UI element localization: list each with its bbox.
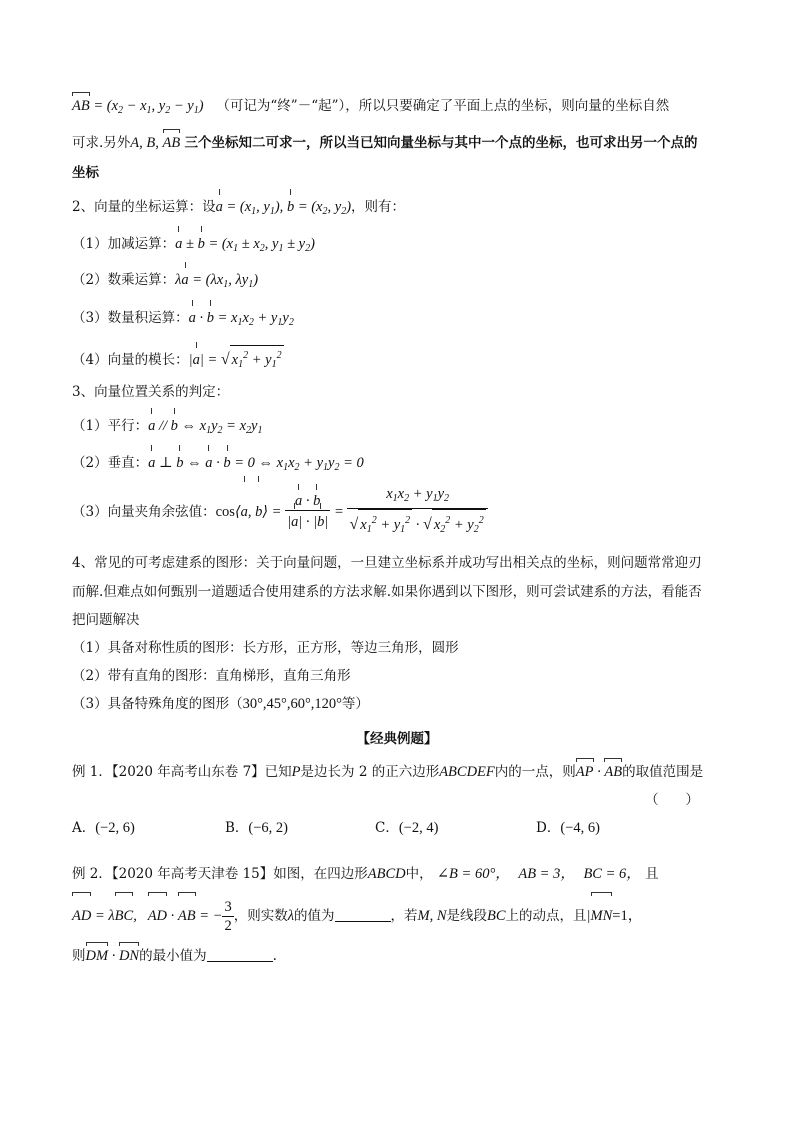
vector-coordinate-line: AB = ($x_2 - x_1$, $y_2 - y_1$) （可记为“终”－“起”），所以只要确定了平面上点的坐标，则向量的坐标自然 <box>72 98 670 116</box>
intro-line-2: 可求.另外A, B, AB 三个坐标知二可求一，所以当已知向量坐标与其中一个点的坐标，也可求出另一个点的 <box>72 135 698 151</box>
section4-line-2: 而解.但难点如何甄别一道题适合使用建系的方法求解.如果你遇到以下图形，则可尝试建系的方法，看能否 <box>72 584 702 600</box>
cosine-rule: （3）向量夹角余弦值：cos⟨a, b⟩ = $\frac{a \cdot b}{|a| \cdot |b|}$ = $\frac{x_1x_2 + y_1y_2}{√ x_1^2 + y_1^2 \cdot √ x_2^2 + y_2^2}$ <box>72 484 488 541</box>
perpendicular-rule: （2）垂直：a ⊥ b ⇔ a · b = 0 ⇔ $x_1x_2 + y_1y_2 = 0$ <box>72 455 364 473</box>
choice-b[interactable]: B．(−6, 2) <box>225 820 289 836</box>
parallel-rule: （1）平行：a // b ⇔ $x_1y_2 = x_2y_1$ <box>72 418 263 436</box>
magnitude-rule: （4）向量的模长：|a| = √ $x_1^2 + y_1^2$ <box>72 345 284 375</box>
section4-item-2: （2）带有直角的图形：直角梯形，直角三角形 <box>72 668 351 684</box>
scalar-multiply-rule: （2）数乘运算：$\lambda a = (\lambda x_1$, $\lambda y_1$) <box>72 272 259 290</box>
example-2-line-2: AD = λBC, AD · AB = − $\frac{3}{2}$ ，则实数λ的值为 ，若M, N是线段BC上的动点，且|MN=1， <box>72 896 642 936</box>
section4-item-1: （1）具备对称性质的图形：长方形，正方形，等边三角形，圆形 <box>72 640 459 656</box>
example-2-line-3: 则DM · DN的最小值为 . <box>72 948 277 964</box>
example-1-question: 例 1．【2020 年高考山东卷 7】已知P是边长为 2 的正六边形ABCDEF内的一点，则AP · AB的取值范围是 <box>72 764 704 780</box>
section4-line-1: 4、常见的可考虑建系的图形：关于向量问题，一旦建立坐标系并成功写出相关点的坐标，则问题常常迎刃 <box>72 555 702 571</box>
choice-a[interactable]: A．(−2, 6) <box>72 820 135 836</box>
section4-item-3: （3）具备特殊角度的图形（30°,45°,60°,120°等） <box>72 696 369 712</box>
choice-d[interactable]: D．(−4, 6) <box>536 820 600 836</box>
examples-heading: 【经典例题】 <box>356 731 438 747</box>
section3-heading: 3、向量位置关系的判定： <box>72 384 230 400</box>
choice-c[interactable]: C．(−2, 4) <box>375 820 439 836</box>
section2-heading: 2、向量的坐标运算：设$a = (x_1$, $y_1$), $b = (x_2$, $y_2$)，则有： <box>72 199 406 217</box>
vector-AB: AB <box>72 98 90 114</box>
add-subtract-rule: （1）加减运算：$a \pm b = (x_1 \pm x_2$, $y_1 \pm y_2$) <box>72 236 315 254</box>
intro-line-3: 坐标 <box>72 165 99 181</box>
dot-product-rule: （3）数量积运算：$a \cdot b = x_1x_2 + y_1y_2$ <box>72 310 294 328</box>
section4-line-3: 把问题解决 <box>72 612 140 628</box>
answer-blank-2[interactable] <box>207 947 273 962</box>
example-2-line-1: 例 2．【2020 年高考天津卷 15】如图，在四边形ABCD中， ∠B = 60°， AB = 3， BC = 6， 且 <box>72 866 659 882</box>
answer-paren: （ ） <box>645 792 699 808</box>
answer-blank-1[interactable] <box>335 907 391 922</box>
formula-note: （可记为“终”－“起”），所以只要确定了平面上点的坐标，则向量的坐标自然 <box>216 98 670 114</box>
